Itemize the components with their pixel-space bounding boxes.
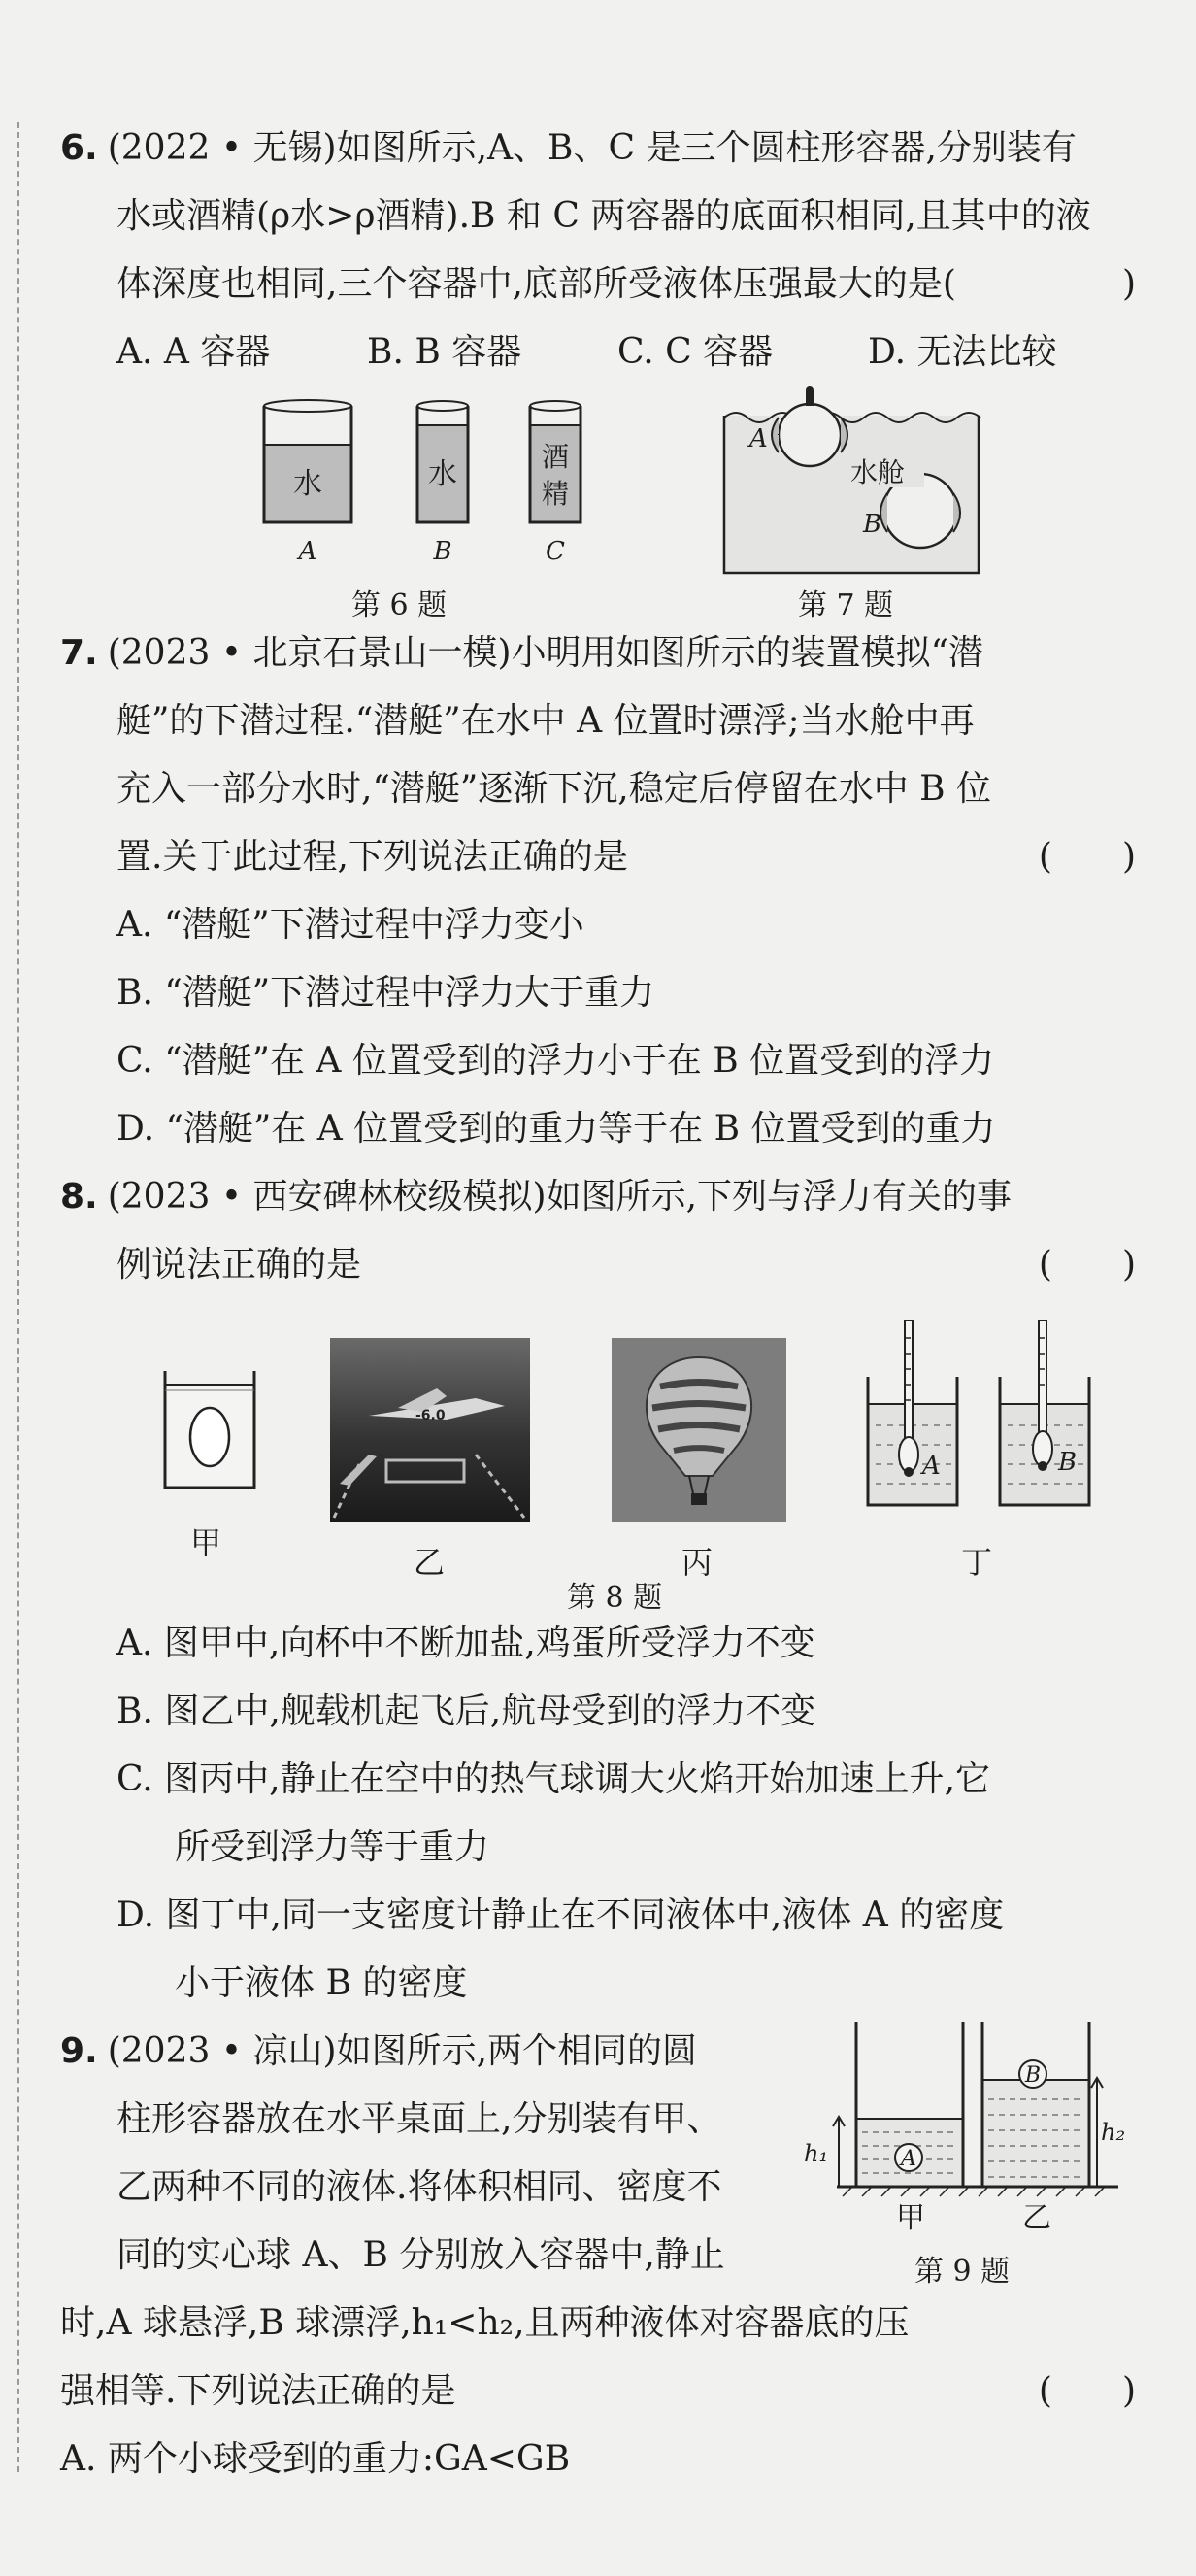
caption-8: 第 8 题 [567,1581,663,1615]
option-c[interactable]: C. 图丙中,静止在空中的热气球调大火焰开始加速上升,它 [116,1759,991,1799]
q8-stem-text: 例说法正确的是 [116,1245,362,1285]
q7-line-1 [60,619,1136,687]
height-label-h1: h₁ [804,2140,829,2167]
q6-line-1 [60,115,1136,183]
aircraft-carrier-photo [330,1338,530,1522]
question-number: 7. [60,633,98,673]
plane-number: -6.0 [415,1408,446,1423]
q7-line-3: 充入一部分水时,“潜艇”逐渐下沉,稳定后停留在水中 B 位 [116,769,992,809]
option-c[interactable]: C. “潜艇”在 A 位置受到的浮力小于在 B 位置受到的浮力 [116,1041,995,1081]
option-a[interactable]: A. A 容器 [116,332,271,372]
figure-6-containers [254,396,623,571]
label-water-b: 水 [428,457,457,491]
option-b[interactable]: B. “潜艇”下潜过程中浮力大于重力 [116,973,655,1013]
sub-label-b: B [863,510,882,539]
question-6 [60,115,1136,622]
question-number: 6. [60,128,98,168]
q9-line-4: 同的实心球 A、B 分别放入容器中,静止 [116,2235,725,2275]
q9-line-3: 乙两种不同的液体.将体积相同、密度不 [116,2167,722,2207]
q9-line-2: 柱形容器放在水平桌面上,分别装有甲、 [116,2099,722,2139]
q9-stem-text: 强相等.下列说法正确的是 [60,2371,456,2411]
densimeter-beakers [862,1319,1095,1513]
q9-stem-text: (2023 • 凉山)如图所示,两个相同的圆 [107,2031,698,2071]
option-c[interactable]: C. C 容器 [617,332,774,372]
q7-stem-text: 置.关于此过程,下列说法正确的是 [116,837,628,877]
container-label-yi: 乙 [1022,2201,1051,2235]
question-number: 9. [60,2031,98,2071]
answer-paren: ( ) [1038,837,1136,877]
option-d[interactable]: D. 图丁中,同一支密度计静止在不同液体中,液体 A 的密度 [116,1895,1005,1935]
question-7 [60,619,1136,1163]
q8-stem-text: (2023 • 西安碑林校级模拟)如图所示,下列与浮力有关的事 [107,1177,1013,1217]
label-alcohol-1: 酒 [541,441,570,473]
figure-7-submarine [722,386,984,581]
q7-line-4 [60,823,1136,891]
q9-line-5: 时,A 球悬浮,B 球漂浮,h₁<h₂,且两种液体对容器底的压 [60,2303,910,2343]
container-label-jia: 甲 [896,2201,925,2235]
label-a: A [298,537,317,566]
option-c-continued: 所受到浮力等于重力 [175,1827,490,1867]
egg-beaker-image [157,1367,264,1493]
option-a[interactable]: A. 两个小球受到的重力:GA<GB [60,2439,571,2479]
ball-label-a: A [901,2147,916,2171]
densimeter-label-b: B [1058,1448,1078,1477]
q8-line-2 [60,1231,1136,1299]
option-a[interactable]: A. 图甲中,向杯中不断加盐,鸡蛋所受浮力不变 [116,1623,815,1663]
option-d-continued: 小于液体 B 的密度 [175,1963,468,2003]
question-9 [60,2018,1136,2493]
hot-air-balloon-photo [612,1338,786,1522]
q6-line-2: 水或酒精(ρ水>ρ酒精).B 和 C 两容器的底面积相同,且其中的液 [116,196,1091,236]
q8-line-1 [60,1163,1136,1231]
figure-8 [60,1299,1136,1615]
caption-9: 第 9 题 [914,2255,1011,2289]
q6-stem-text: (2022 • 无锡)如图所示,A、B、C 是三个圆柱形容器,分别装有 [107,128,1077,168]
q6-stem-text: 体深度也相同,三个容器中,底部所受液体压强最大的是( [116,264,956,304]
option-b[interactable]: B. B 容器 [367,332,522,372]
option-b[interactable]: B. 图乙中,舰载机起飞后,航母受到的浮力不变 [116,1691,816,1731]
label-water-a: 水 [293,467,322,501]
answer-paren-close: ) [1121,264,1136,304]
label-bing: 丙 [681,1544,714,1581]
binding-dashed-line [17,122,19,2472]
caption-7: 第 7 题 [798,588,894,622]
option-a[interactable]: A. “潜艇”下潜过程中浮力变小 [116,905,584,945]
label-c: C [546,537,565,566]
figure-9-cylinders [798,2012,1128,2235]
figures-6-7 [60,386,1136,622]
option-d[interactable]: D. 无法比较 [868,332,1057,372]
densimeter-label-a: A [922,1452,941,1481]
worksheet-page [60,115,1136,2493]
caption-6: 第 6 题 [351,588,448,622]
label-yi: 乙 [414,1544,446,1581]
q7-line-2: 艇”的下潜过程.“潜艇”在水中 A 位置时漂浮;当水舱中再 [116,701,975,741]
q6-options [60,318,1136,386]
answer-paren: ( ) [1038,2371,1136,2411]
q9-line-6 [60,2358,1136,2425]
option-d[interactable]: D. “潜艇”在 A 位置受到的重力等于在 B 位置受到的重力 [116,1109,996,1149]
question-8 [60,1163,1136,2018]
label-alcohol-2: 精 [541,478,570,510]
label-b: B [433,537,452,566]
ball-label-b: B [1024,2063,1042,2088]
answer-paren: ( ) [1038,1245,1136,1285]
q6-line-3 [60,251,1136,318]
sub-label-a: A [749,424,768,453]
label-jia: 甲 [190,1524,222,1561]
height-label-h2: h₂ [1101,2119,1126,2146]
water-tank-label: 水舱 [850,456,906,488]
label-ding: 丁 [961,1544,993,1581]
question-number: 8. [60,1177,98,1217]
q7-stem-text: (2023 • 北京石景山一模)小明用如图所示的装置模拟“潜 [107,633,983,673]
